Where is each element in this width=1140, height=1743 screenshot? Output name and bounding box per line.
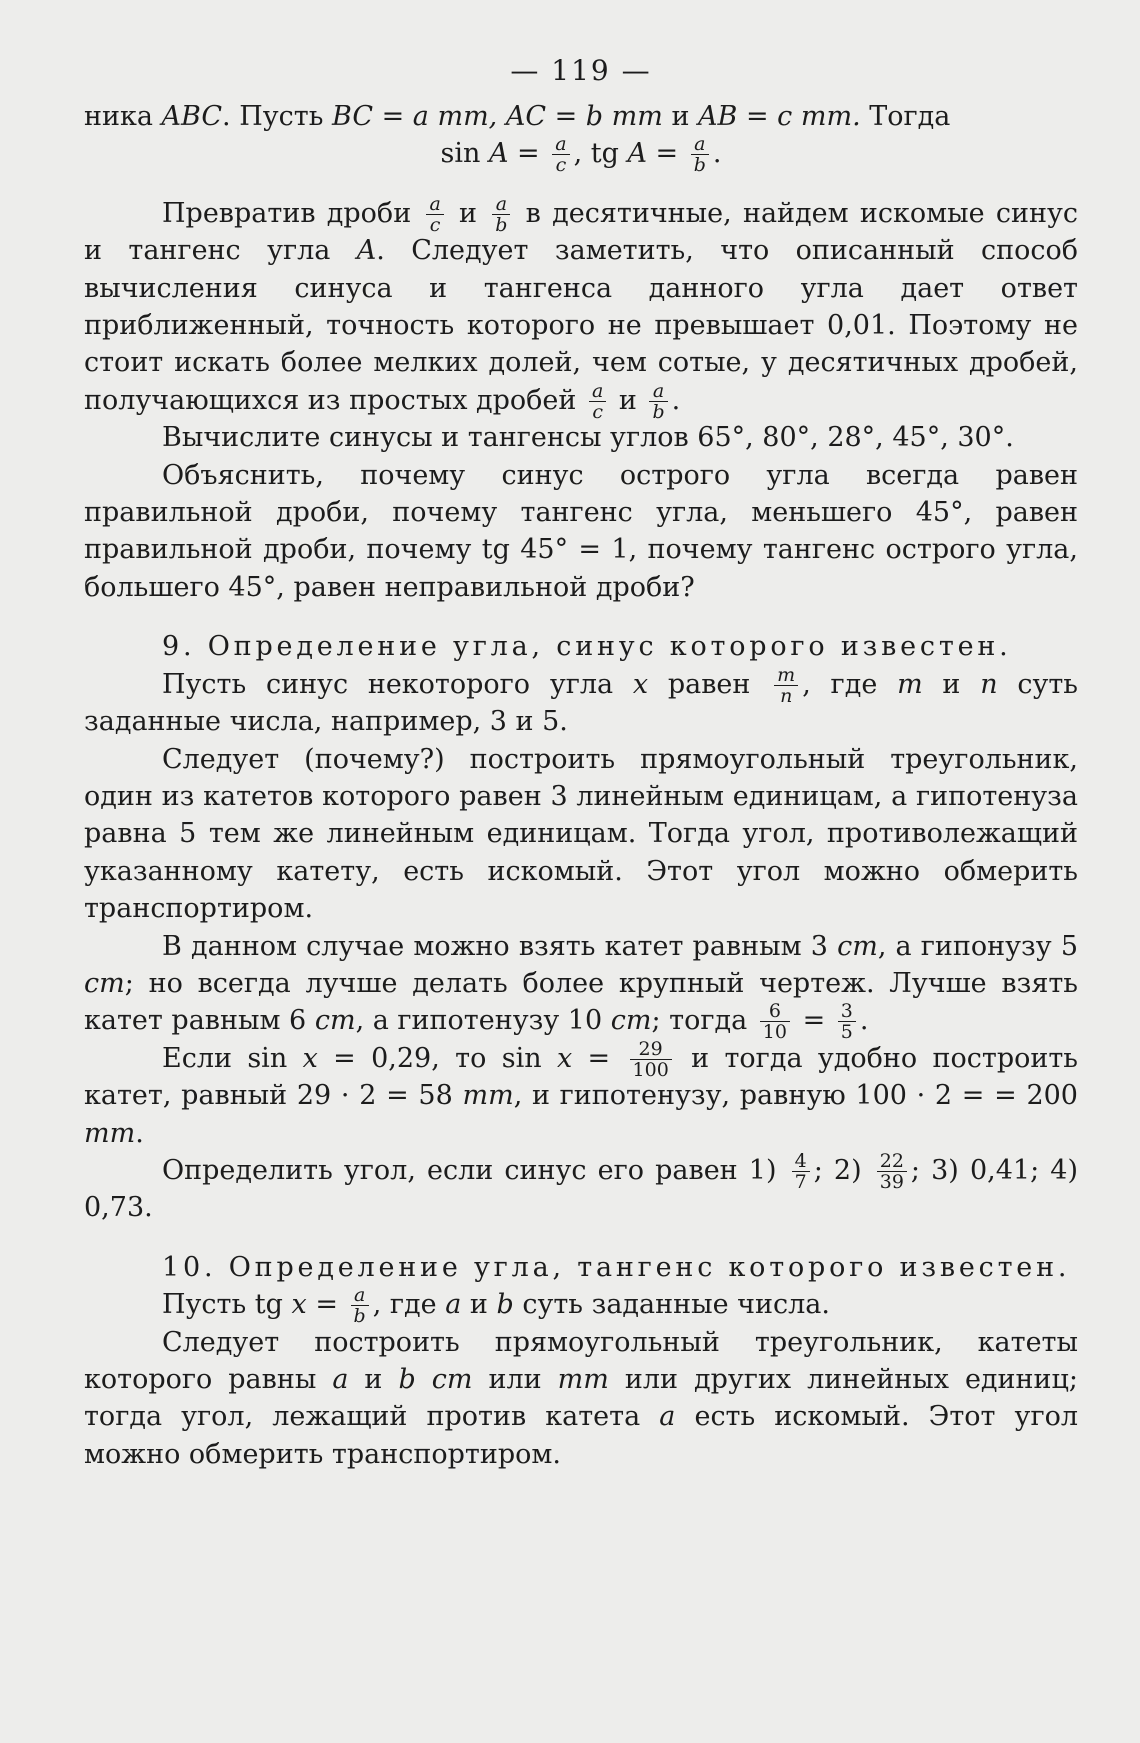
fraction-denominator: b <box>495 213 508 236</box>
text-run: ; тогда <box>651 1005 756 1037</box>
fraction-denominator: c <box>429 213 441 236</box>
text-run: , где <box>372 1289 446 1321</box>
math-text: mm <box>557 1364 609 1395</box>
text-run: , а гипонузу 5 <box>877 930 1078 962</box>
fraction <box>877 1151 907 1192</box>
text-run: ; но всегда лучше делать более крупный чертеж. Лучше взять катет равным 6 <box>84 967 1078 1037</box>
math-text: cm <box>431 1364 473 1395</box>
paragraph <box>84 928 1078 1044</box>
fraction <box>838 1001 856 1042</box>
fraction-denominator: n <box>780 684 793 707</box>
fraction-numerator: a <box>552 134 569 155</box>
text-run: Определить угол, если синус его равен 1) <box>162 1154 788 1186</box>
fraction-denominator: 100 <box>632 1058 669 1081</box>
text-run: есть искомый. Этот угол можно обмерить транспортиром. <box>84 1401 1078 1470</box>
text-run: в десятичные, найдем искомые синус и тангенс угла <box>84 197 1078 267</box>
text-run: Пусть синус некоторого угла <box>162 668 633 700</box>
math-text: x <box>291 1289 307 1321</box>
section-heading <box>84 1249 1078 1286</box>
math-text: x <box>556 1042 573 1074</box>
fraction <box>792 1151 810 1192</box>
paragraph <box>84 457 1078 607</box>
text-run: Пусть tg <box>162 1289 292 1321</box>
text-run: и <box>447 197 489 229</box>
text-run: = <box>646 138 687 170</box>
math-text: b <box>496 1289 514 1321</box>
text-run: 10. Определение угла, тангенс которого известен. <box>162 1251 1071 1283</box>
text-run: и <box>662 101 699 132</box>
text-run: . Следует заметить, что описанный способ вычисления синуса и тангенса данного угла дает ответ приближенный, точность которого не превышает 0,01. Поэтому не стоит искать более мелких долей, чем сотые, у десятичных дробей, получающихся из простых дробей <box>84 235 1079 416</box>
text-run: . <box>135 1117 144 1149</box>
fraction-numerator: a <box>691 134 709 155</box>
text-run: Объяснить, почему синус острого угла всегда равен правильной дроби, почему тангенс угла, меньшего 45°, равен правильной дроби, почему tg 45° = 1, почему тангенс острого угла, большего 45°, равен неправильной дроби? <box>84 459 1078 603</box>
fraction <box>774 665 798 706</box>
fraction <box>630 1039 672 1080</box>
text-run: Если sin <box>162 1042 303 1074</box>
fraction-numerator: a <box>492 194 510 215</box>
text-run: . <box>712 138 722 170</box>
fraction-numerator: 29 <box>630 1039 672 1060</box>
fraction-denominator: 5 <box>840 1021 853 1044</box>
fraction <box>492 194 510 235</box>
fraction <box>589 381 606 422</box>
text-run: , tg <box>573 138 628 170</box>
math-text: n <box>980 668 998 700</box>
fraction <box>649 381 667 422</box>
text-run: = <box>572 1042 626 1074</box>
math-text: A <box>356 235 377 267</box>
text-run: Следует построить прямоугольный треугольник, катеты которого равны <box>84 1326 1078 1395</box>
math-text: cm <box>314 1005 356 1037</box>
fraction-denominator: 7 <box>794 1170 807 1193</box>
text-run: = <box>508 138 549 170</box>
text-run <box>416 1364 432 1395</box>
text-run: ; 3) 0,41; 4) 0,73. <box>84 1154 1078 1224</box>
paragraph <box>84 1324 1078 1474</box>
math-text: A <box>627 138 647 170</box>
text-run: и <box>922 668 981 700</box>
text-run: = 0,29, то sin <box>317 1042 557 1074</box>
fraction-numerator: 6 <box>760 1001 790 1022</box>
fraction-numerator: 22 <box>877 1151 907 1172</box>
paragraph <box>84 192 1079 423</box>
page-number: — 119 — <box>510 54 652 87</box>
math-text: BC = a mm, AC = b mm <box>332 101 663 132</box>
text-run: и <box>461 1289 497 1321</box>
fraction-denominator: c <box>555 154 567 177</box>
math-text: A <box>488 138 509 170</box>
fraction-numerator: 3 <box>838 1001 856 1022</box>
text-run: или других линейных единиц; тогда угол, лежащий против катета <box>84 1364 1078 1433</box>
math-text: a <box>445 1289 462 1321</box>
paragraph <box>84 1284 1078 1328</box>
paragraph <box>84 1149 1078 1227</box>
math-text: AB = c mm. <box>698 101 861 132</box>
fraction <box>760 1001 790 1042</box>
text-run: Превратив дроби <box>162 197 423 229</box>
paragraph <box>84 741 1078 928</box>
text-run: и тогда удобно построить катет, равный 29 · 2 = 58 <box>84 1042 1078 1112</box>
math-text: mm <box>84 1117 136 1149</box>
text-run: и <box>348 1364 399 1395</box>
fraction <box>426 194 443 235</box>
text-run: ника <box>84 101 162 132</box>
fraction <box>351 1285 369 1326</box>
formula-line <box>84 133 1078 177</box>
math-text: m <box>897 668 923 700</box>
fraction-numerator: 4 <box>792 1151 810 1172</box>
paragraph <box>84 419 1078 456</box>
text-run: Тогда <box>860 101 951 132</box>
text-run: Следует (почему?) построить прямоугольный треугольник, один из катетов которого равен 3 линейным единицам, а гипотенуза равна 5 тем же линейным единицам. Тогда угол, противолежащий указанному катету, есть искомый. Этот угол можно обмерить транспортиром. <box>84 743 1078 925</box>
text-run: , а гипотенузу 10 <box>355 1005 611 1037</box>
text-run: или <box>472 1364 558 1395</box>
text-run: , где <box>802 668 898 700</box>
math-text: cm <box>84 967 125 999</box>
text-run: . Пусть <box>222 101 332 132</box>
paragraph <box>84 98 1078 135</box>
math-text: a <box>332 1364 349 1395</box>
text-run: В данном случае можно взять катет равным 3 <box>162 930 838 962</box>
fraction-numerator: m <box>774 665 798 686</box>
paragraph <box>84 663 1078 741</box>
text-run: и <box>610 384 646 416</box>
text-run: sin <box>440 138 489 170</box>
text-run: , и гипотенузу, равную 100 · 2 = = 200 <box>513 1080 1078 1112</box>
fraction-denominator: b <box>693 154 706 177</box>
text-run: = <box>793 1005 834 1037</box>
fraction-denominator: 10 <box>762 1021 787 1044</box>
text-run: Вычислите синусы и тангенсы углов 65°, 80°, 28°, 45°, 30°. <box>162 422 1014 454</box>
fraction <box>691 134 709 175</box>
math-text: cm <box>837 930 878 962</box>
fraction-denominator: b <box>652 400 665 423</box>
section-heading <box>84 628 1078 665</box>
text-run: 9. Определение угла, синус которого известен. <box>162 631 1012 663</box>
page-text <box>84 98 1078 1473</box>
fraction-numerator: a <box>649 381 667 402</box>
math-text: x <box>632 668 649 700</box>
text-run: . <box>671 384 681 416</box>
fraction-denominator: c <box>592 400 603 423</box>
text-run: равен <box>648 668 771 700</box>
fraction <box>552 134 569 175</box>
fraction-denominator: 39 <box>879 1170 904 1193</box>
fraction-numerator: a <box>426 194 443 215</box>
math-text: x <box>302 1042 318 1074</box>
math-text: ABC <box>161 101 223 132</box>
text-run: = <box>306 1289 347 1321</box>
text-run: суть заданные числа. <box>513 1289 830 1321</box>
math-text: mm <box>462 1080 514 1112</box>
text-run: суть заданные числа, например, 3 и 5. <box>84 668 1078 738</box>
math-text: b <box>398 1364 416 1395</box>
text-run: ; 2) <box>813 1154 873 1186</box>
text-run: . <box>859 1005 869 1037</box>
fraction-denominator: b <box>353 1305 366 1328</box>
math-text: a <box>659 1401 676 1433</box>
fraction-numerator: a <box>351 1285 369 1306</box>
fraction-numerator: a <box>589 381 606 402</box>
math-text: cm <box>610 1005 652 1037</box>
paragraph <box>84 1037 1078 1152</box>
